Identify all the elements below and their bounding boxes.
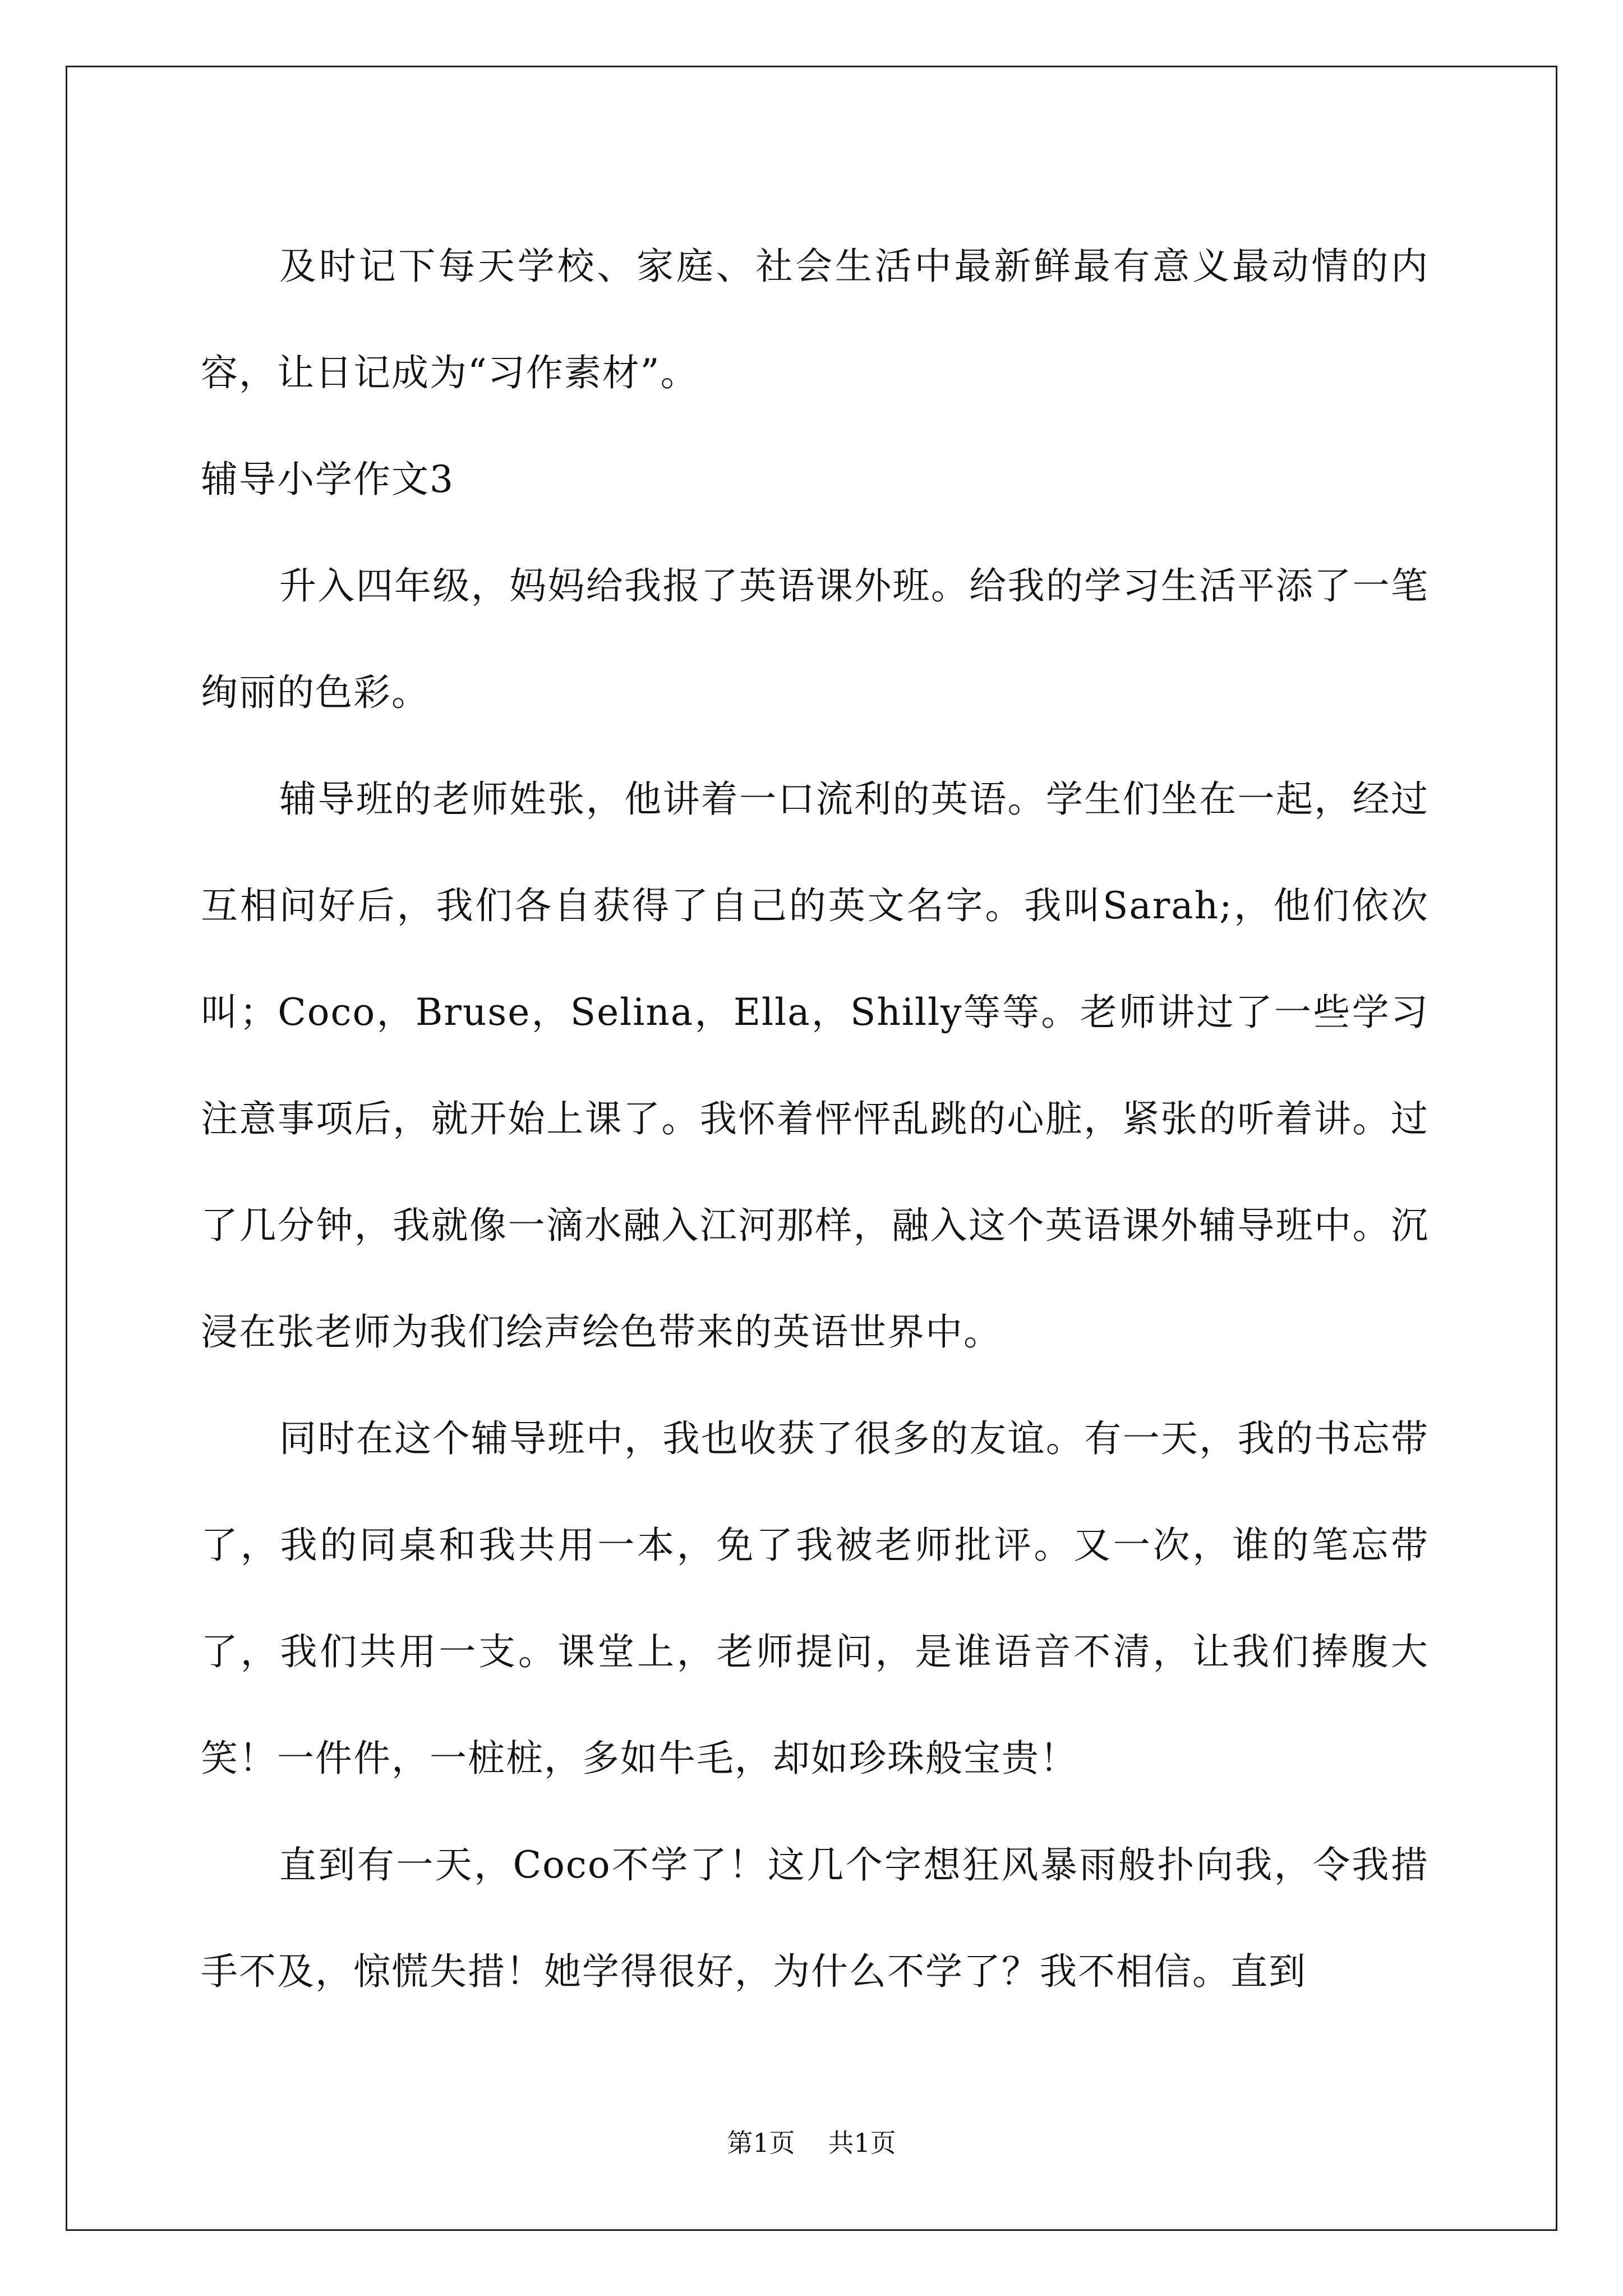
page-footer (0, 2126, 1623, 2160)
document-body (201, 213, 1429, 2025)
paragraph-intro: 及时记下每天学校、家庭、社会生活中最新鲜最有意义最动情的内容，让日记成为“习作素材”。 (201, 245, 1429, 394)
paragraph-2: 辅导班的老师姓张，他讲着一口流利的英语。学生们坐在一起，经过互相问好后，我们各自获得了自己的英文名字。我叫Sarah;，他们依次叫；Coco，Bruse，Selina，Ella，Shilly等等。老师讲过了一些学习注意事项后，就开始上课了。我怀着怦怦乱跳的心脏，紧张的听着讲。过了几分钟，我就像一滴水融入江河那样，融入这个英语课外辅导班中。沉浸在张老师为我们绘声绘色带来的英语世界中。 (201, 777, 1429, 1354)
paragraph-3: 同时在这个辅导班中，我也收获了很多的友谊。有一天，我的书忘带了，我的同桌和我共用一本，免了我被老师批评。又一次，谁的笔忘带了，我们共用一支。课堂上，老师提问，是谁语音不清，让我们捧腹大笑！一件件，一桩桩，多如牛毛，却如珍珠般宝贵！ (201, 1417, 1429, 1780)
paragraph-1: 升入四年级，妈妈给我报了英语课外班。给我的学习生活平添了一笔绚丽的色彩。 (201, 564, 1429, 714)
section-heading: 辅导小学作文3 (201, 458, 454, 501)
page-number: 第1页 (727, 2128, 795, 2158)
page-total: 共1页 (828, 2128, 896, 2158)
paragraph-4: 直到有一天，Coco不学了！这几个字想狂风暴雨般扑向我，令我措手不及，惊慌失措！她学得很好，为什么不学了？我不相信。直到 (201, 1843, 1429, 1993)
